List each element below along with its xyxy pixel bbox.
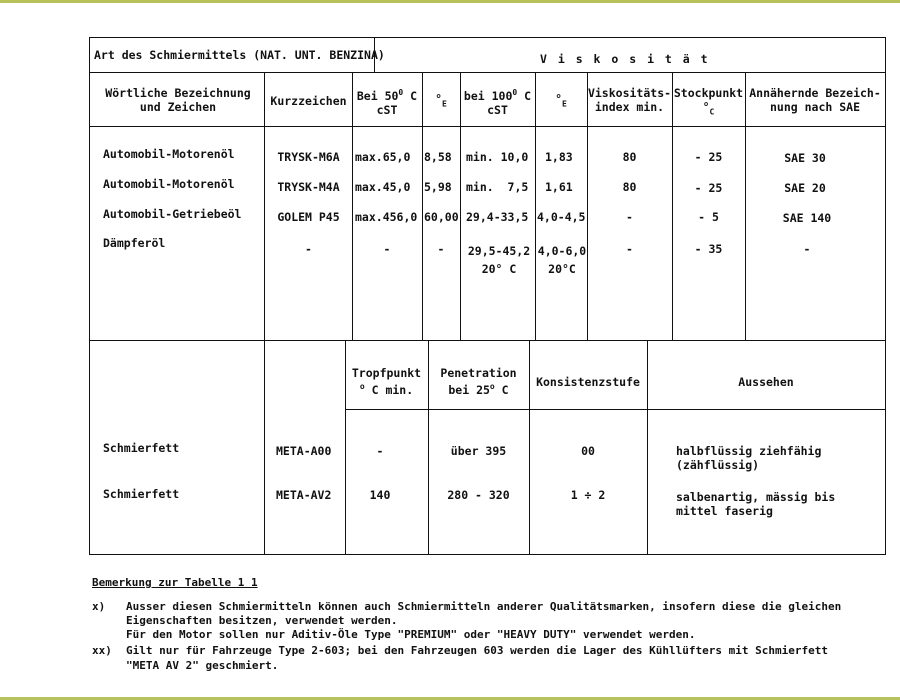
row-v100: 29,5-45,2 20° C <box>467 244 531 276</box>
grease-section-top <box>89 340 886 341</box>
grease-col-sep <box>264 340 265 555</box>
table-border-top <box>89 37 886 38</box>
row-v50: max.45,0 <box>355 180 411 194</box>
row-name: Dämpferöl <box>103 236 166 250</box>
row-e50: - <box>437 242 445 256</box>
row-vi: 80 <box>622 180 637 194</box>
row-short: META-A00 <box>276 444 332 458</box>
row-short: GOLEM P45 <box>277 210 340 224</box>
row-penetration: 280 - 320 <box>447 488 510 502</box>
row-name: Schmierfett <box>103 487 180 501</box>
col-sep <box>264 72 265 340</box>
row-short: META-AV2 <box>276 488 332 502</box>
table-title: Art des Schmiermittels (NAT. UNT. BENZINA) <box>94 48 385 62</box>
row-sae: - <box>803 242 811 256</box>
header-short: Kurzzeichen <box>270 94 347 108</box>
notes-heading: Bemerkung zur Tabelle 1 1 <box>92 576 258 589</box>
grease-header-bottom <box>345 409 886 410</box>
row-e100: 4,0-4,5 <box>537 210 586 224</box>
row-short: - <box>305 242 312 256</box>
table-border-right <box>885 37 886 555</box>
row-name: Schmierfett <box>103 441 180 455</box>
row-penetration: über 395 <box>450 444 507 458</box>
row-vi: - <box>626 242 633 256</box>
row-pour: - 25 <box>694 181 723 195</box>
row-v50: - <box>383 242 391 256</box>
row-name: Automobil-Motorenöl <box>103 147 235 161</box>
row-drop: - <box>376 444 384 458</box>
grease-header-consistency: Konsistenzstufe <box>536 375 640 389</box>
header-e50: $^\circ_E$ <box>435 92 447 109</box>
grease-header-appearance: Aussehen <box>738 375 794 389</box>
note-xx-line2: "META AV 2" geschmiert. <box>126 659 279 672</box>
note-xx-line1: Gilt nur für Fahrzeuge Type 2-603; bei den Fahrzeugen 603 werden die Lager des Kühllüfters mit Schmierfett <box>126 644 828 657</box>
row-e50: 8,58 <box>424 150 452 164</box>
note-x-line3: Für den Motor sollen nur Aditiv-Öle Type "PREMIUM" oder "HEAVY DUTY" verwendet werden. <box>126 628 696 641</box>
row-sae: SAE 30 <box>784 151 826 165</box>
header-pour: Stockpunkt $^\circ_C$ <box>673 86 744 117</box>
row-v50: max.65,0 <box>355 150 411 164</box>
row-e100: 1,61 <box>545 180 573 194</box>
row-e100: 1,83 <box>545 150 573 164</box>
row-short: TRYSK-M6A <box>277 150 340 164</box>
row-consistency: 00 <box>581 444 595 458</box>
row-sae: SAE 20 <box>784 181 826 195</box>
row-e50: 60,00 <box>424 210 459 224</box>
header-e100: $^\circ_E$ <box>555 92 567 109</box>
header-vindex: Viskositäts- index min. <box>587 86 672 114</box>
row-vi: - <box>626 210 633 224</box>
row-pour: - 35 <box>694 242 723 256</box>
row-short: TRYSK-M4A <box>277 180 340 194</box>
row-v100: 29,4-33,5 <box>466 210 529 224</box>
row-v50: max.456,0 <box>355 210 418 224</box>
header-designation-line2: und Zeichen <box>139 100 217 114</box>
header-v50: Bei $50^0$ C cST <box>356 88 418 117</box>
row-vi: 80 <box>622 150 637 164</box>
header-designation-line1: Wörtliche Bezeichnung <box>105 86 251 100</box>
grease-header-penetration: Penetration bei 25$^o$ C <box>440 366 517 397</box>
row-name: Automobil-Motorenöl <box>103 177 235 191</box>
row-v100: min. 7,5 <box>466 180 529 194</box>
title-row-bottom <box>89 72 886 73</box>
row-e50: 5,98 <box>424 180 452 194</box>
header-sae: Annähernde Bezeich- nung nach SAE <box>749 86 881 114</box>
note-x-line2: Eigenschaften besitzen, verwendet werden. <box>126 614 398 627</box>
row-sae: SAE 140 <box>782 211 832 225</box>
row-drop: 140 <box>369 488 391 502</box>
header-row-bottom <box>89 126 886 127</box>
note-x-line1: Ausser diesen Schmiermitteln können auch Schmiermitteln anderer Qualitätsmarken, insofern diese die gleichen <box>126 600 842 613</box>
row-pour: - 25 <box>694 150 723 164</box>
grease-header-drop: Tropfpunkt $^o$ C min. <box>351 366 422 397</box>
header-designation <box>92 86 264 114</box>
col-sep <box>535 72 536 340</box>
page-top-border <box>0 0 900 3</box>
table-border-left <box>89 37 90 555</box>
row-consistency: 1 ÷ 2 <box>570 488 606 502</box>
viscosity-group-header: V i s k o s i t ä t <box>540 52 710 66</box>
table-border-bottom <box>89 554 886 555</box>
header-v100: bei $100^0$ C cST <box>463 88 532 117</box>
row-pour: - 5 <box>698 210 719 224</box>
row-name: Automobil-Getriebeöl <box>103 207 242 221</box>
col-sep <box>422 72 423 340</box>
row-appearance: halbflüssig ziehfähig (zähflüssig) <box>676 444 822 472</box>
note-x-marker: x) <box>92 600 106 613</box>
row-appearance: salbenartig, mässig bis mittel faserig <box>676 490 836 518</box>
note-xx-marker: xx) <box>92 644 112 657</box>
row-e100: 4,0-6,0 20°C <box>537 244 587 276</box>
grease-col-sep <box>647 340 648 555</box>
row-v100: min. 10,0 <box>466 150 529 164</box>
